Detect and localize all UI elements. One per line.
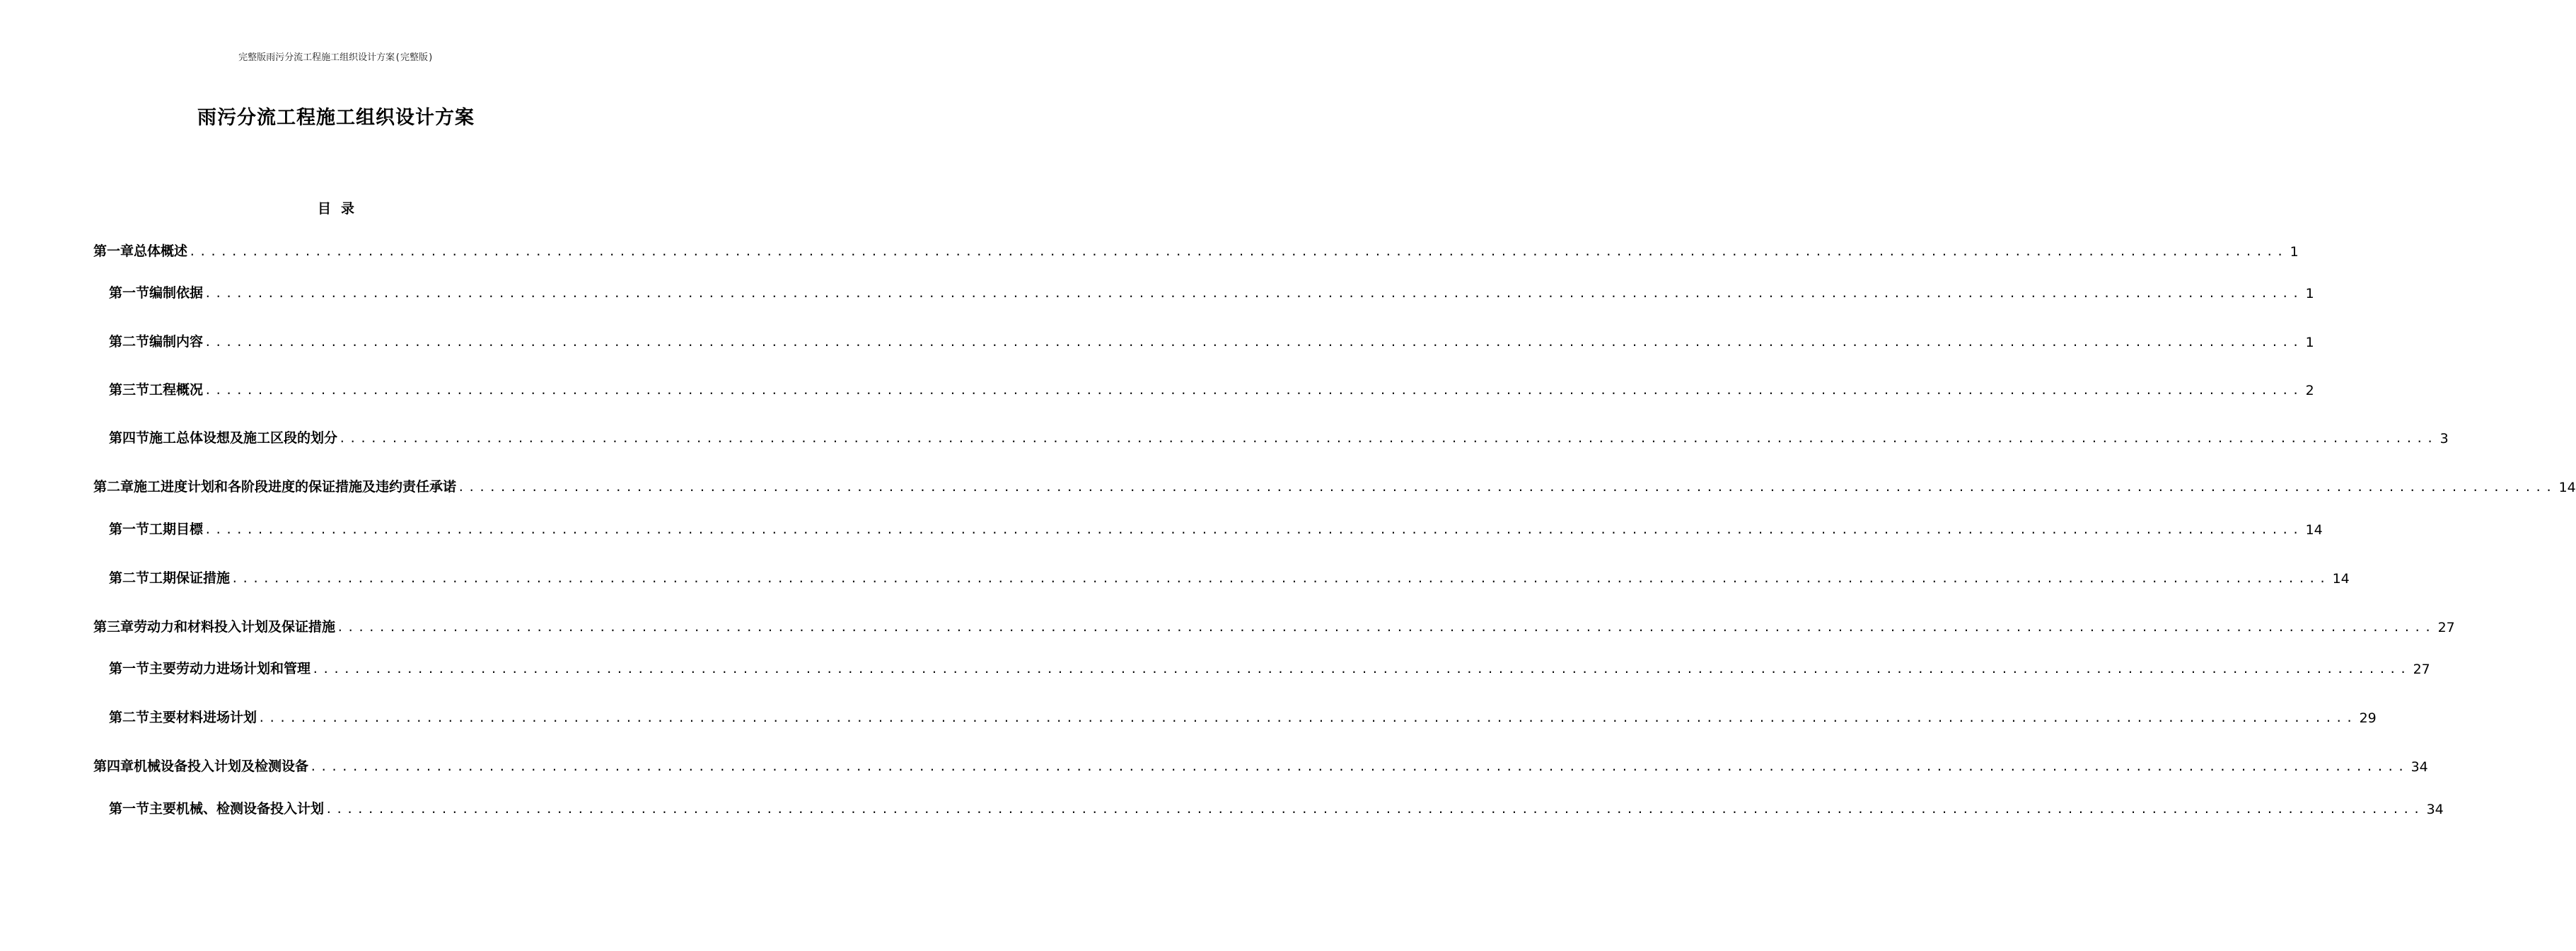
toc-entry-page: 27 (2413, 662, 2430, 677)
toc-heading-char: 录 (341, 201, 355, 217)
toc-heading (0, 198, 672, 217)
toc-entry-label: 第三节 (109, 382, 150, 398)
dot-leader: ........................................................................................................................................................................................................ (189, 245, 2287, 258)
dot-leader: ........................................................................................................................................................................................................ (339, 432, 2437, 445)
dot-leader: ........................................................................................................................................................................................................ (458, 480, 2556, 494)
toc-entry-label: 第二章 (93, 479, 134, 495)
toc-entry-section[interactable] (109, 283, 2314, 301)
toc-entry-page: 34 (2426, 802, 2444, 817)
dot-leader: ........................................................................................................................................................................................................ (312, 662, 2410, 676)
toc-entry-section[interactable] (109, 708, 2377, 726)
toc-entry-page: 29 (2359, 710, 2377, 726)
toc-entry-page: 14 (2332, 571, 2350, 587)
toc-entry-title: 编制依据 (149, 285, 204, 301)
toc-entry-label: 第二节 (109, 334, 150, 350)
toc-entry-title: 主要机械、检测设备投入计划 (149, 801, 325, 817)
toc-entry-label: 第二节 (109, 570, 150, 586)
dot-leader: ........................................................................................................................................................................................................ (204, 287, 2303, 300)
toc-entry-section[interactable] (109, 428, 2449, 446)
toc-entry-title: 主要劳动力进场计划和管理 (149, 661, 311, 676)
dot-leader: ........................................................................................................................................................................................................ (258, 711, 2357, 725)
toc-entry-chapter-3[interactable] (93, 617, 2455, 635)
toc-entry-chapter-4[interactable] (93, 756, 2428, 775)
toc-entry-label: 第二节 (109, 710, 150, 725)
toc-entry-section[interactable] (109, 659, 2430, 677)
dot-leader: ........................................................................................................................................................................................................ (204, 523, 2303, 536)
toc-entry-chapter-2[interactable] (93, 477, 2576, 495)
toc-entry-title: 施工总体设想及施工区段的划分 (149, 430, 338, 446)
toc-entry-label: 第三章 (93, 619, 134, 635)
toc-entry-label: 第四章 (93, 759, 134, 774)
toc-entry-title: 工期目標 (149, 521, 204, 537)
toc-entry-section[interactable] (109, 380, 2314, 398)
toc-heading-char: 目 (317, 201, 331, 217)
toc-entry-label: 第四节 (109, 430, 150, 446)
dot-leader: ........................................................................................................................................................................................................ (204, 335, 2303, 349)
dot-leader: ........................................................................................................................................................................................................ (337, 621, 2435, 634)
toc-entry-title: 施工进度计划和各阶段进度的保证措施及违约责任承诺 (134, 479, 457, 495)
toc-entry-label: 第一节 (109, 801, 150, 817)
toc-entry-section[interactable] (109, 519, 2323, 538)
toc-entry-label: 第一节 (109, 661, 150, 676)
toc-entry-section[interactable] (109, 568, 2350, 587)
toc-entry-page: 14 (2305, 522, 2323, 538)
toc-entry-title: 工程概况 (149, 382, 204, 398)
toc-entry-section[interactable] (109, 332, 2314, 350)
toc-entry-page: 14 (2558, 480, 2576, 495)
toc-entry-title: 工期保证措施 (149, 570, 231, 586)
toc-entry-page: 1 (2305, 335, 2314, 350)
toc-entry-page: 3 (2439, 431, 2449, 446)
toc-entry-title: 编制内容 (149, 334, 204, 350)
toc-entry-chapter-1[interactable] (93, 241, 2299, 260)
toc-entry-page: 1 (2305, 286, 2314, 301)
toc-entry-page: 2 (2305, 383, 2314, 398)
toc-entry-page: 34 (2410, 759, 2428, 775)
dot-leader: ........................................................................................................................................................................................................ (310, 760, 2408, 773)
toc-entry-title: 机械设备投入计划及检测设备 (134, 759, 309, 774)
document-title: 雨污分流工程施工组织设计方案 (197, 107, 475, 129)
toc-entry-label: 第一章 (93, 243, 134, 259)
dot-leader: ........................................................................................................................................................................................................ (231, 572, 2330, 585)
dot-leader: ........................................................................................................................................................................................................ (204, 384, 2303, 397)
toc-entry-label: 第一节 (109, 521, 150, 537)
toc-entry-section[interactable] (109, 799, 2444, 817)
toc-entry-title: 劳动力和材料投入计划及保证措施 (134, 619, 336, 635)
toc-entry-page: 27 (2437, 620, 2455, 635)
toc-entry-label: 第一节 (109, 285, 150, 301)
toc-entry-title: 主要材料进场计划 (149, 710, 257, 725)
dot-leader: ........................................................................................................................................................................................................ (325, 802, 2424, 816)
running-header: 完整版雨污分流工程施工组织设计方案(完整版) (238, 52, 434, 63)
toc-entry-page: 1 (2290, 244, 2299, 260)
toc-entry-title: 总体概述 (134, 243, 188, 259)
